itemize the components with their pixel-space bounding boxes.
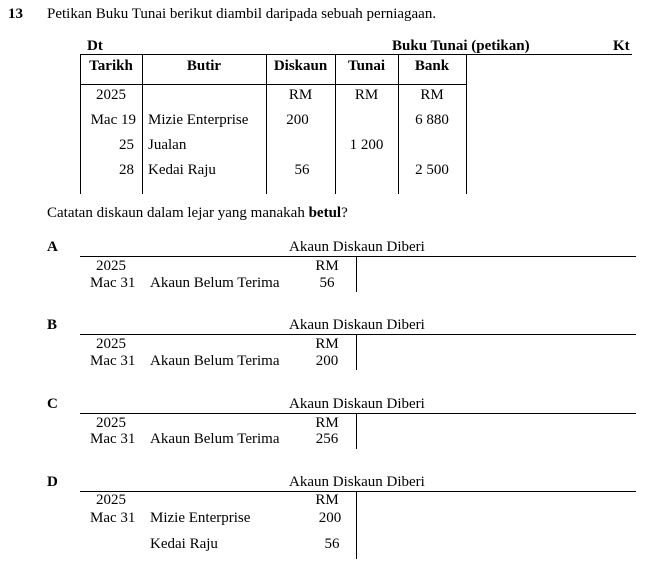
cash-book-col-rule	[142, 54, 143, 194]
ledger-year: 2025	[96, 415, 126, 431]
unit-tunai: RM	[354, 87, 379, 103]
ledger-year: 2025	[96, 492, 126, 508]
ledger-date: Mac 31	[90, 275, 136, 291]
row-bank: 6 880	[415, 112, 449, 128]
cash-book-col-rule	[466, 54, 467, 194]
ledger-desc: Akaun Belum Terima	[150, 353, 280, 369]
question-text: Petikan Buku Tunai berikut diambil daripada sebuah perniagaan.	[47, 6, 437, 22]
row-diskaun: 56	[294, 162, 310, 178]
ledger-desc: Akaun Belum Terima	[150, 275, 280, 291]
unit-diskaun: RM	[288, 87, 313, 103]
ledger-desc: Mizie Enterprise	[150, 510, 251, 526]
ledger-desc: Kedai Raju	[150, 536, 218, 552]
header-butir: Butir	[186, 58, 222, 74]
row-butir: Jualan	[148, 137, 187, 153]
row-date: 28	[119, 162, 134, 178]
ledger-date: Mac 31	[90, 510, 136, 526]
ledger-amount: 56	[319, 275, 335, 291]
header-diskaun: Diskaun	[273, 58, 328, 74]
ledger-unit: RM	[315, 415, 339, 431]
ledger-amount: 200	[315, 353, 339, 369]
option-letter: D	[47, 474, 58, 490]
unit-year: 2025	[96, 87, 126, 103]
row-tunai: 1 200	[349, 137, 384, 153]
ledger-unit: RM	[315, 492, 339, 508]
ledger-title: Akaun Diskaun Diberi	[289, 396, 425, 412]
question-number: 13	[8, 6, 23, 22]
ledger-unit: RM	[315, 336, 339, 352]
ledger-desc: Akaun Belum Terima	[150, 431, 280, 447]
row-date: Mac 19	[90, 112, 136, 128]
ledger-top-rule	[80, 334, 636, 335]
header-tarikh: Tarikh	[89, 58, 133, 74]
cash-book-debit-label: Dt	[87, 38, 103, 54]
ledger-unit: RM	[315, 258, 339, 274]
ledger-top-rule	[80, 491, 636, 492]
ledger-date: Mac 31	[90, 431, 136, 447]
ledger-amount: 56	[324, 536, 340, 552]
ledger-top-rule	[80, 256, 636, 257]
ledger-year: 2025	[96, 336, 126, 352]
row-date: 25	[119, 137, 134, 153]
cash-book-credit-label: Kt	[613, 38, 630, 54]
ledger-title: Akaun Diskaun Diberi	[289, 239, 425, 255]
cash-book-top-rule	[80, 54, 632, 55]
header-tunai: Tunai	[348, 58, 385, 74]
ledger-title: Akaun Diskaun Diberi	[289, 317, 425, 333]
ledger-amount: 256	[315, 431, 339, 447]
option-letter: B	[47, 317, 58, 333]
question-prompt: Catatan diskaun dalam lejar yang manakah betul?	[47, 205, 348, 221]
cash-book-title: Buku Tunai (petikan)	[392, 38, 530, 54]
ledger-year: 2025	[96, 258, 126, 274]
header-bank: Bank	[414, 58, 450, 74]
row-bank: 2 500	[415, 162, 449, 178]
row-diskaun: 200	[286, 112, 309, 128]
unit-bank: RM	[420, 87, 444, 103]
row-butir: Mizie Enterprise	[148, 112, 249, 128]
ledger-title: Akaun Diskaun Diberi	[289, 474, 425, 490]
option-letter: A	[47, 239, 58, 255]
cash-book-header-rule	[80, 84, 466, 85]
ledger-amount: 200	[318, 510, 342, 526]
row-butir: Kedai Raju	[148, 162, 216, 178]
ledger-top-rule	[80, 413, 636, 414]
option-letter: C	[47, 396, 58, 412]
ledger-date: Mac 31	[90, 353, 136, 369]
